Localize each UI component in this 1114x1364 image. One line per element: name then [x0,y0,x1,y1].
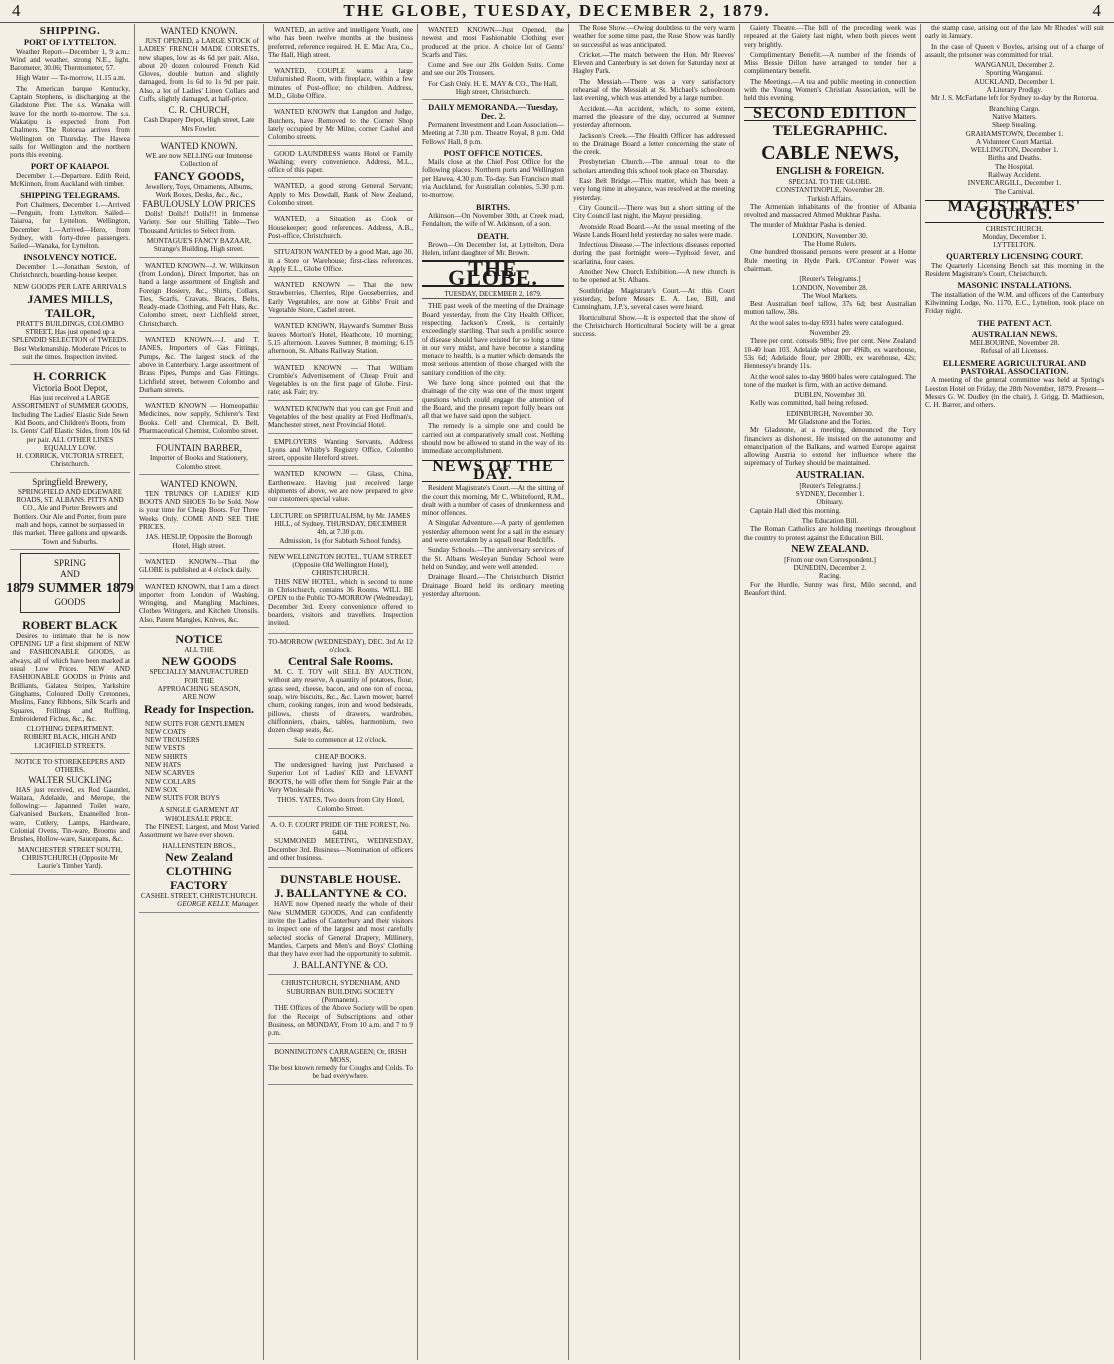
ad-building-title: CHRISTCHURCH, SYDENHAM, AND SUBURBAN BUILDING SOCIETY (Permanent). [281,979,400,1005]
news-benefit: Complimentary Benefit.—A number of the friends of Miss Bessie Dillon have arranged to tender her a complimentary benefit. [744,50,916,76]
news-of-the-day-banner: NEWS OF THE DAY. [422,460,564,483]
news-presbyterian: Presbyterian Church.—The annual treat to the scholars attending this school took place on Thursday. [573,158,735,175]
ad-heslip-heading: WANTED KNOWN. [160,478,238,489]
ad-corrick-title: Victoria Boot Depot, [32,383,108,394]
box-bottom: GOODS [54,596,86,607]
news-jacksons-creek: Jackson's Creek.—The Health Officer has addressed to the Drainage Board a letter concerning the state of the creek. [573,131,735,157]
news-new-church: Another New Church Exhibition.—A new church is to be opened at St. Albans. [573,268,735,285]
ad-suckling-name: WALTER SUCKLING [28,774,112,785]
magistrates-courts-banner: MAGISTRATES' COURTS. [925,200,1104,223]
ad-fountain-name: FOUNTAIN BARBER, [156,443,242,454]
stamp-case: the stamp case, arising out of the late Mr Rhodes' will suit early in January. [925,24,1104,41]
ad-building-society [268,977,413,1043]
news-horticultural: Horticultural Show.—It is expected that the show of the Christchurch Horticultural Society will be a great success. [573,313,735,339]
ad-black-body: Desires to intimate that he is now OPENING UP a first shipment of NEW and FASHIONABLE GOODS, as always, all of which have been marked at usual Low Prices. NEW AND FASHIONABLE GOODS in Prints and Brilliants, Galatea Stripes, Yarkshire Ginghams, Coloured Dolly Cretonnes, Muslins, Fancy Ribbons, Silk Scarfs and Squares, Frillings and Ruffling, Embroidered Fichus, &c., &c. [10,631,130,723]
ad-forester-body: SUMMONED MEETING, WEDNESDAY, December 3rd. Business—Nomination of officers and other business. [268,837,413,863]
shipping-heading: SHIPPING. [39,25,101,37]
ad-mills-body: PRATT'S BUILDINGS, COLOMBO STREET, Has just opened up a SPLENDID SELECTION of TWEEDS. Best Workmanship. Moderate Prices to suit the times. Inspection invited. [11,319,129,361]
ad-black-clothing: CLOTHING DEPARTMENT. [26,725,114,734]
monday-dateline: Monday, December 1. [982,232,1047,241]
london-nov28-dateline: LONDON, November 28. [792,283,868,292]
factory-manager: GEORGE KELLY, Manager. [177,900,259,909]
turkish-affairs-body: The Armenian inhabitants of the frontier of Albania revolted and massacred Ahmed Mukhtar Pasha. [744,202,916,220]
ad-may [422,24,564,100]
edinburgh-body: Mr Gladstone, at a meeting, denounced the Tory financiers as dishonest. He insisted on the autonomy and emancipation of the Balkans, and warned Europe against allowing Austria to extend her influence where the supremacy of Turkey should be maintained. [744,426,916,468]
wanted-12: EMPLOYERS Wanting Servants, Address Lyons and Whitby's Registry Office, Colombo street, opposite Hereford street. [268,436,413,467]
shipping-telegrams-body: Port Chalmers, December 1.—Arrived—Penguin, from Lyttelton. Sailed—Taiaroa, for Lyttelton. Wellington, December 1.—Arrived—Hero, from Sydney, with forty-three passengers. Sailed—Wanaka, for Lyttelton. [10,200,130,251]
notice-title: NOTICE [175,632,223,647]
constantinople-dateline: CONSTANTINOPLE, November 28. [775,186,885,195]
english-foreign-heading: ENGLISH & FOREIGN. [775,165,885,177]
column-7 [921,24,1108,1360]
refusal-heading: Refusal of all Licenses. [980,347,1049,356]
home-rulers-heading: The Home Rulers. [803,240,857,249]
births-body: Atkinson—On November 30th, at Creek road, Fendalton, the wife of W. Atkinson, of a son. [422,211,564,229]
ad-storekeepers: NOTICE TO STOREKEEPERS AND OTHERS. [14,758,126,775]
clothing-factory: CLOTHING FACTORY [165,863,232,892]
news-item-1: Resident Magistrate's Court.—At the sitting of the court this morning, Mr C. Whitefoord, R.M., dealt with a number of cases of drunkenness and minor offences. [422,484,564,518]
ad-forester-title: A. O. F. COURT PRIDE OF THE FOREST, No. 6404. [270,820,411,838]
news-city-council: City Council.—There was but a short sitting of the City Council last night, the Mayor presiding. [573,203,735,221]
libel-heading: A Literary Prodigy. [986,86,1043,95]
ad-suckling-body: HAS just received, ex Red Gauntlet, Waitara, Adelaide, and Merope, the following:— Japanned Toilet ware, Galvanised Buckets, Enamelled Iron-ware, Cutlery, Lamps, Hardware, Colonial Ovens, Tin-ware, Brooms and Brushes, Hollow-ware, Saucepans, &c. [10,785,130,844]
wanted-9: WANTED KNOWN, Hayward's Summer Buss leaves Morton's Hotel, Heathcote, 10 morning; 5.15 afternoon. Leaves Sumner, 8 morning; 6.15 afternoon, St. Albans Railway Station. [268,320,413,359]
grahamstown-dateline: GRAHAMSTOWN, December 1. [965,129,1064,138]
wanted-10: WANTED KNOWN — That William Crumbie's Advertisement of Cheap Fruit and Vegetables is on the first page of Globe. First-rate; ask Fair; try. [268,362,413,401]
ad-ballantyne-name: J. BALLANTYNE & CO. [274,886,407,901]
clothing-list-item: NEW SUITS FOR GENTLEMEN [145,719,245,728]
deaths-heading: DEATH. [477,230,509,241]
ad-fountain-body: Importer of Books and Stationery, Colombo street. [150,454,248,471]
notice-new-goods: NEW GOODS [161,654,237,669]
ad-washing: WANTED KNOWN, that I am a direct importer from London of Washing, Wringing, and Mangling Machines, Clothes Wringers, and Kitchen Utensils. Also, Patent Mangles, Knives, &c. [139,581,259,628]
ad-fancy-list: Jewellery, Toys, Ornaments, Albums, Work Boxes, Desks, &c., &c., [145,182,253,199]
wanted-11: WANTED KNOWN that you can get Fruit and Vegetables of the best quality at Fred Hoffman's, Manchester street, next Provincial Hotel. [268,403,413,434]
box-year-right: 1879 [105,580,134,596]
wellington-dateline: WELLINGTON, December 1. [970,146,1059,155]
ad-hallenstein [139,630,259,913]
leader-paragraph-2: We have long since pointed out that the drainage of the city was one of the most urgent questions which could engage the attention of the Board, and the present report fully bears out all that we have said upon the subject. [422,378,564,421]
invercargill-dateline: INVERCARGILL, December 1. [967,179,1062,188]
leader-date: TUESDAY, DECEMBER 2, 1879. [422,290,564,299]
ad-janes: WANTED KNOWN.—J. and T. JANES, Importers of Gas Fittings, Pumps, &c. The largest stock of the above in Canterbury. Large assortment of Brass Pipes, Pumps and Gas Fittings. Lichfield street, between Colombo and Durham streets. [139,334,259,398]
sheep-heading: Sheep Stealing. [992,121,1037,130]
news-gaiety: Gaiety Theatre.—The bill of the preceding week was repeated at the Gaiety last night, when both pieces went very brightly. [744,24,916,49]
clothing-list-item: NEW HATS [145,761,182,769]
notice-season: APPROACHING SEASON, [157,684,241,693]
masonic-body: The installation of the W.M. and officers of the Canterbury Kilwinning Lodge, No. 1170, E.C., Lyttelton, took place on Friday night. [925,290,1104,316]
clothing-list-item: NEW VESTS [145,744,185,753]
lyttelton-heading: LYTTELTON. [993,241,1036,250]
home-rulers-body: One hundred thousand persons were present at a Home Rule meeting in Hyde Park. O'Connor Power was chairman. [744,248,916,273]
clothing-list [139,720,259,803]
column-5 [569,24,739,1360]
clothing-list-item: NEW SOX [145,785,178,794]
memoranda-heading: DAILY MEMORANDA.—Tuesday, Dec. 2. [428,102,558,121]
australian-heading: AUSTRALIAN. [795,469,865,481]
insolvency-heading: INSOLVENCY NOTICE. [23,252,117,263]
sporting-heading: Sporting Wanganui. [985,69,1044,78]
column-2 [135,24,263,1360]
auckland-dateline: AUCKLAND, December 1. [974,77,1055,86]
ad-fancy-heading: WANTED KNOWN. [160,140,238,151]
post-office-heading: POST OFFICE NOTICES. [443,147,543,158]
masonic-heading: MASONIC INSTALLATIONS. [957,280,1072,291]
ad-auction-date: TO-MORROW (WEDNESDAY), DEC. 3rd At 12 o'clock. [268,637,414,654]
clothing-list-item: NEW SUITS FOR BOYS [145,794,220,803]
obituary-heading: Obituary. [816,498,844,507]
dunedin-dateline: DUNEDIN, December 2. [793,564,867,573]
volunteer-heading: A Volunteer Court Martial. [975,137,1054,146]
news-item-2: A Singular Adventure.—A party of gentlemen yesterday afternoon went for a sail in the estuary and were overtaken by a squall near Redcliffs. [422,519,564,545]
wool-body-3: At the wool sales to-day 9800 bales were catalogued. The tone of the market is firm, with an active demand. [744,372,916,389]
ad-corrick-body: Has just received a LARGE ASSORTMENT of SUMMER GOODS, Including The Ladies' Elastic Side Sewn Kid Boots, and Children's Boots, from 1s. Gents' Calf Elastic Sides, from 10s 6d per pair. ALL OTHER LINES EQUALLY LOW. [10,394,130,452]
births-heading: BIRTHS. [476,201,510,212]
wanted-3: WANTED KNOWN that Langdon and Judge, Butchers, have Removed to the Corner Shop lately occupied by Mr Milne, corner Cashel and Colombo streets. [268,106,413,145]
ad-hotel-title: NEW WELLINGTON HOTEL, TUAM STREET (Opposite Old Wellington Hotel), CHRISTCHURCH. [268,552,413,578]
ad-wilkinson: WANTED KNOWN—J. W. Wilkinson (from London), Direct Importer, has on hand a large assortment of English and Foreign Hosiery, &c., Shirts, Collars, Ties, Scarfs, Cravats, Braces, Belts, Ready-made Clothing, and Felt Hats, &c. Colombo street, next Lichfield street, Christchurch. [139,260,259,332]
ad-fancy-low: FABULOUSLY LOW PRICES [142,199,256,210]
ad-wellington-hotel [268,551,413,634]
leader-paragraph-3: The remedy is a simple one and could be carried out at comparatively small cost. Nothing should now be allowed to stand in the way of its immediate accomplishment. [422,422,564,456]
port-kaiapoi-heading: PORT OF KAIAPOI. [30,161,110,172]
newspaper-page [6,24,1108,1360]
column-6 [740,24,920,1360]
ad-montague: MONTAGUE'S FANCY BAZAAR, Strange's Building, High street. [146,237,252,254]
ad-dunstable [268,870,413,975]
wanted-8: WANTED KNOWN — That the new Strawberries, Cherries, Ripe Gooseberries, and Early Vegetables, are now at Gibbs' Fruit and Vegetable Store, Cashel street. [268,279,413,318]
second-edition-banner: SECOND EDITION [744,107,916,121]
box-year-left: 1879 [6,580,35,596]
murder-denied: The murder of Mukhtar Pasha is denied. [750,221,866,230]
wool-markets-body: Best Australian beef tallow, 37s 6d; best Australian mutton tallow, 38s. [744,300,916,317]
new-zealand: New Zealand [165,849,233,864]
ad-fountain [139,441,259,475]
page-number-left: 4 [12,1,22,20]
news-cricket: Cricket.—The match between the Hon. Mr Reeves' Eleven and Canterbury is set down for Saturday next at Hagley Park. [573,50,735,76]
native-heading: Native Matters. [992,112,1037,121]
clothing-list-item: NEW COLLARS [145,777,196,786]
box-top: SPRING [53,557,86,568]
ad-church [139,24,259,137]
ad-ballantyne-footer: J. BALLANTYNE & CO. [293,960,388,971]
own-correspondent: [From our own Correspondent.] [784,555,876,564]
box-row [6,580,134,596]
ad-black-name: ROBERT BLACK [22,617,118,632]
ad-mills [10,281,130,365]
nov29-dateline: November 29. [809,329,851,338]
sydney-dateline: SYDNEY, December 1. [795,490,865,499]
ad-auction [268,636,413,749]
patent-heading: THE PATENT ACT. [977,317,1052,328]
finest-line: The FINEST, Largest, and Most Varied Assortment we have ever shown. [139,823,259,840]
ad-spiritualism-title: LECTURE on SPIRITUALISM, by Mr. JAMES HILL, of Sydney, THURSDAY, DECEMBER 4th, at 7.30 p.m. [270,511,411,537]
ad-globe-published: WANTED KNOWN—That the GLOBE is published at 4 o'clock daily. [139,556,259,579]
racing-heading: Racing. [818,572,842,581]
carnival-heading: The Carnival. [994,187,1035,196]
ad-bonnington [268,1046,413,1085]
ad-forester [268,819,413,868]
ad-black [10,616,130,754]
ad-fancy-title: FANCY GOODS, [154,168,244,183]
ad-yates: THOS. YATES, Two doors from City Hotel, Colombo Street. [276,796,405,813]
wanted-1: WANTED, an active and intelligent Youth, one who has been twelve months at the business preferred, reference required. H. E. Mac Ara, Co., The Hall, High street. [268,24,413,63]
masthead [0,0,1114,23]
quarterly-heading: QUARTERLY LICENSING COURT. [946,251,1083,262]
ad-auction-body: M. C. T. TOY will SELL BY AUCTION, without any reserve, A quantity of potatoes, flour, grass seed, cheese, bacon, and one ton of cocoa, soap, wire biscuits, &c., &c. Lawn mower, barrel churn, cooking ranges, iron and wood bedsteads, pillows, chests of drawers, wardrobes, chiffonniers, chairs, tables, harmonium, two dozen cheap seats, &c. [268,668,413,735]
deaths-body: Brown—On December 1st, at Lyttelton, Dora Helen, infant daughter of Mr. Brown. [422,240,564,258]
wanted-4: GOOD LAUNDRESS wants Hotel or Family Washing; every convenience. Address, M.L., office of this paper. [268,148,413,179]
ad-homeopathic: WANTED KNOWN — Homeopathic Medicines, now supply, Schlerer's Text Books. Cell and Chemical, D. Bell, Pharmaceutical Chemist, Colombo street. [139,400,259,439]
column-4 [418,24,568,1360]
ad-spiritualism-admission: Admission, 1s (for Sabbath School funds). [279,536,402,545]
clothing-list-item: NEW TROUSERS [145,736,200,745]
ad-brewery-body: SPRINGFIELD AND EDGEWARE ROADS, ST. ALBANS. PITTS AND CO., Ale and Porter Brewers and Bottlers. Our Ale and Porter, from pure malt and hops, cannot be surpassed in this market. Three gallons and upwards. Town and Suburbs. [12,487,128,546]
ad-building-body: THE Offices of the Above Society will be open for the Receipt of Subscriptions and other Business, on MONDAY, From 10 a.m. and 7 to 9 p.m. [268,1004,413,1038]
ad-fancy-goods [139,139,259,258]
box-main: SUMMER [38,580,102,596]
news-accident: Accident.—An accident, which, to some extent, marred the pleasure of the day, occurred at Sumner yesterday afternoon. [573,104,735,130]
quarterly-body: The Quarterly Licensing Bench sat this morning in the Resident Magistrate's Court, Christchurch. [925,261,1104,279]
news-avonside: Avonside Road Board.—At the usual meeting of the Waste Lands Board held yesterday no sales were made. [573,222,735,239]
ad-church-address: Cash Drapery Depot, High street, Late Mrs Fowler. [143,116,255,133]
notice-for-the: FOR THE [184,676,214,685]
news-messiah: The Messiah.—There was a very satisfactory rehearsal of the Messiah at St. Michael's schoolroom last evening, which was attended by a large number. [573,77,735,103]
port-lyttelton-heading: PORT OF LYTTELTON. [23,37,117,48]
ad-black-address: ROBERT BLACK, HIGH AND LICHFIELD STREETS. [23,733,117,750]
telegraphic-heading: TELEGRAPHIC. [772,122,888,139]
ad-hotel-body: THIS NEW HOTEL, which is second to none in Christchurch, contains 36 Rooms. WILL BE OPEN to the Public TO-MORROW (Wednesday), December 3rd. Every convenience offered to boarders, visitors and travellers. Inspection invited. [268,577,413,628]
ad-brewery [10,475,130,550]
ad-books-title: CHEAP BOOKS. [314,752,367,761]
shipping-body: The American barque Kentucky, Captain Stephens, is discharging at the Gladstone Pier. The s.s. Wanaka will leave for the north to-morrow. The s.s. Wakatipu is expected from Port Chalmers. The Rotorua arrives from Wellington on Thursday. The Hawea sails for Wellington and the northern ports this evening. [10,84,130,160]
railway-heading: Railway Accident. [987,171,1042,180]
ad-church-name: C. R. CHURCH, [168,105,230,116]
special-to-globe: SPECIAL TO THE GLOBE. [788,177,872,186]
wool-markets-heading: The Wool Markets. [802,291,858,300]
news-southbridge: Southbridge Magistrate's Court.—At this Court yesterday, before Messrs E. A. Lee, Bill, and Cunningham, J.P.'s, several cases were heard. [573,286,735,312]
ad-may-body: WANTED KNOWN—Just Opened, the newest and most Fashionable Clothing ever produced at the price. A choice lot of Gents' Scarfs and Ties. [422,26,564,59]
ad-heslip-address: JAS. HESLIP, Opposite the Borough Hotel, High street. [145,533,253,550]
ad-auction-terms: Sale to commence at 12 o'clock. [294,736,387,745]
shipping-telegrams-heading: SHIPPING TELEGRAMS. [20,190,120,201]
news-east-belt: East Belt Bridge.—This matter, which has been a very long time in abeyance, was resolved at the meeting yesterday. [573,177,735,202]
weather-report: Weather Report—December 1, 9 a.m.: Wind and weather, strong N.E., light. Barometer, 30.06; Thermometer, 57. [10,47,130,73]
ad-corrick [10,367,130,473]
wanted-2: WANTED, COUPLE wants a large Unfurnished Room, with fireplace, within a few minutes of Post-office; no children. Address, M.D., Globe Office. [268,65,413,104]
ad-church-heading: WANTED KNOWN. [160,26,238,36]
factory-address: CASHEL STREET, CHRISTCHURCH. [140,891,258,900]
notice-specially: SPECIALLY MANUFACTURED [149,668,249,677]
leader-paragraph-1: THE past week of the meeting of the Drainage Board yesterday, from the City Health Officer, respecting Jackson's Creek, is certainly exceedingly startling. That such a prolific source of disease should have existed for so long a time in our very midst, and have become a standing menace to health, is a matter which demands the most serious attention of those charged with the sanitary condition of the city. [422,302,564,377]
ad-dunstable-title: DUNSTABLE HOUSE. [280,872,401,887]
clothing-list-item: NEW SHIRTS [145,752,188,761]
australian-news-heading: AUSTRALIAN NEWS. [971,328,1058,339]
london-nov30-dateline: LONDON, November 30. [792,231,868,240]
ad-may-address: For Cash Only. H. E. MAY & CO., The Hall, High street, Christchurch. [428,79,558,97]
edinburgh-dateline: EDINBURGH, November 30. [786,409,874,418]
hospital-heading: The Hospital. [994,162,1035,171]
wanted-7: SITUATION WANTED by a good Man, age 30, in a Store or Warehouse; first-class references. Apply E.L., Globe Office. [268,246,413,277]
ad-cheap-books [268,751,413,817]
turkish-affairs-heading: Turkish Affairs. [807,194,853,203]
edinburgh-heading: Mr Gladstone and the Tories. [788,417,872,426]
spring-summer-box [6,553,134,613]
branching-heading: Branching Cargo. [989,104,1040,113]
news-infectious: Infectious Disease.—The infectious diseases reported during the past fortnight were—Typhoid fever, and scarlatina, four cases. [573,241,735,266]
dublin-dateline: DUBLIN, November 30. [794,391,866,400]
wholesale-line: A SINGLE GARMENT AT WHOLESALE PRICE. [159,806,239,823]
ad-fancy-dolls: Dolls! Dolls!! Dolls!!! in Immense Variety. See our Shilling Table—Two Thousand Articles to Select from. [139,210,259,235]
news-item-3: Sunday Schools.—The anniversary services of the St. Albans Wesleyan Sunday School were held on Sunday, and were well attended. [422,546,564,571]
ad-heslip [139,477,259,554]
melbourne-dateline: MELBOURNE, November 28. [969,339,1060,348]
newspaper-title: THE GLOBE, TUESDAY, DECEMBER 2, 1879. [343,1,771,20]
page-number-right: 4 [1092,1,1102,20]
ad-suckling [10,756,130,875]
wanganui-dateline: WANGANUI, December 2. [974,61,1055,70]
news-rose-show: The Rose Show.—Owing doubtless to the very warm weather for some time past, the Rose Show was hardly so successful as was anticipated. [573,24,735,49]
wool-body-2: Three per cent. consols 98¾; five per cent. New Zealand 10-40 loan 103. Adelaide wheat per 496lb, ex warehouse, 53s 6d; Adelaide flour, per 280lb, ex warehouse, 42s; Hennessy's brandy 11s. [744,337,916,371]
ad-books-body: The undersigned having just Purchased a Superior Lot of Ladies' KID and LEVANT BOOTS, he will offer them for Single Pair at the Very Wholesale Prices. [268,761,413,794]
cable-news-heading: CABLE NEWS, [761,141,899,164]
ad-bonnington-title: BONNINGTON'S CARRAGEEN; Or, IRISH MOSS, [274,1047,407,1064]
news-item-4: Drainage Board.—The Christchurch District Drainage Board held its ordinary meeting yesterday afternoon. [422,573,564,598]
memoranda-body: Permanent Investment and Loan Association—Meeting at 7.30 p.m. Theatre Royal, 8 p.m. Odd Fellows' Hall, 8 p.m. [422,120,564,146]
wanted-13: WANTED KNOWN — Glass, China, Earthenware. Having just received large shipments of above, we are now prepared to give our customers special value. [268,468,413,507]
notice-are-now: ARE NOW [182,693,216,702]
hallenstein-name: HALLENSTEIN BROS., [162,841,236,850]
education-heading: The Education Bill. [801,516,859,525]
column-1 [6,24,134,1360]
post-office-body: Mails close at the Chief Post Office for the following places: Northern ports and Wellington per Hawea, 4.30 p.m. To-day. San Francisco mail via Auckland, for Australian colonies, 5.30 p.m. to-morrow. [422,158,564,200]
christchurch-heading: CHRISTCHURCH. [985,224,1044,233]
dublin-body: Kelly was committed, bail being refused. [750,399,869,408]
ad-spiritualism [268,510,413,549]
obituary-body: Captain Hall died this morning. [750,506,841,515]
wanted-6: WANTED, a Situation as Cook or Housekeeper; good references. Address, A.B., Post-office, Christchurch. [268,213,413,244]
ad-ballantyne-body: HAVE now Opened nearly the whole of their New SUMMER GOODS, And can confidently invite the Ladies of Canterbury and their visitors to inspect one of the largest and most carefully selected stocks of General Drapery, Millinery, Mantles, Carpets and Men's and Boys' Clothing that they have ever had the opportunity to submit. [268,900,413,959]
ad-corrick-address: H. CORRICK, VICTORIA STREET, Christchurch. [16,452,124,469]
clothing-list-item: NEW SCARVES [145,769,195,778]
queen-v-boyles: In the case of Queen v Boyles, arising out of a charge of assault, the prisoner was committed for trial. [925,42,1104,59]
ad-church-body: JUST OPENED, a LARGE STOCK of LADIES' FRENCH MADE CORSETS, new shapes, low as 4s 6d per pair. Also, about 20 dozen coloured French Kid Gloves, double button and slightly damaged, from 1s 6d to 1s 9d per pair. Also, a lot of Ladies' Linen Collars and Cuffs, slightly damaged, at half-price. [139,37,259,104]
column-3 [264,24,417,1360]
box-mid: AND [60,568,80,579]
reuter-telegrams-2: [Reuter's Telegrams.] [799,481,861,490]
wool-sale: At the wool sales to-day 6931 bales were catalogued. [750,318,904,327]
clothing-list-item: NEW COATS [145,727,186,736]
births-deaths-heading: Births and Deaths. [987,154,1042,163]
libel-body: Mr J. S. McFarlane left for Sydney to-day by the Rotorua. [931,94,1099,103]
new-zealand-heading: NEW ZEALAND. [791,543,869,555]
insolvency-body: December 1.—Jonathan Sexton, of Christchurch, boarding-house keeper. [10,262,130,280]
education-body: The Roman Catholics are holding meetings throughout the country to protest against the Education Bill. [744,525,916,542]
high-water: High Water — To-morrow, 11.15 a.m. [16,74,126,83]
agricultural-heading: ELLESMERE AGRICULTURAL AND PASTORAL ASSOCIATION. [942,357,1087,376]
ad-heslip-body: TEN TRUNKS OF LADIES' KID BOOTS AND SHOES To be Sold. Now is your time for Cheap Boots. For Three Weeks Only. COME AND SEE THE PRICES. [139,489,259,532]
agricultural-body: A meeting of the general committee was held at Spring's Leeston Hotel on Friday, the 28th November, 1879. Present—Messrs G. W. Dudley (in the chair), J. Grigg, D. Mathieson, C. H. Barrer, and others. [925,376,1104,410]
notice-ready: Ready for Inspection. [143,701,255,716]
ad-manchester: MANCHESTER STREET SOUTH, CHRISTCHURCH (Opposite Mr Laurie's Timber Yard). [17,845,123,871]
ad-may-sale: Come and See our 20s Golden Suits. Come and see our 20s Trousers. [422,61,564,78]
ad-fancy-body: WE are now SELLING our Immense Collection of [145,151,253,169]
wanted-5: WANTED, a good strong General Servant; Apply to Mrs Dowdall, Bank of New Zealand, Colombo street. [268,180,413,211]
news-meetings: The Meetings.—A tea and public meeting in connection with the Young Women's Christian Association, will be held this evening. [744,77,916,103]
ad-mills-trade: TAILOR, [45,305,95,320]
notice-all-the: ALL THE [184,646,214,655]
ad-corrick-name: H. CORRICK [33,369,107,384]
ad-auction-title: Central Sale Rooms. [288,654,393,669]
ad-brewery-title: Springfield Brewery, [32,476,108,487]
kaiapoi-body: December 1.—Departure. Edith Reid, McKinnon, from Auckland with timber. [10,171,130,189]
ad-mills-name: JAMES MILLS, [27,291,113,306]
ad-bonnington-body: The best known remedy for Coughs and Colds. To be had everywhere. [268,1064,413,1081]
racing-body: For the Hurdle, Sunny was first, Milo second, and Beaufort third. [744,580,916,598]
reuter-telegrams: [Reuter's Telegrams.] [799,275,861,284]
ad-new-goods-line: NEW GOODS PER LATE ARRIVALS [13,283,127,292]
the-globe-banner: THE GLOBE. [422,260,564,287]
